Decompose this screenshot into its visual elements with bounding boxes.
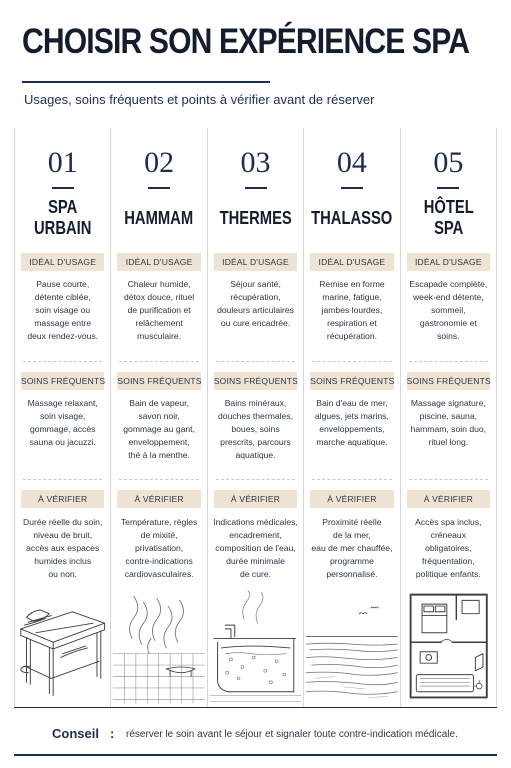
to-check-text: Durée réelle du soin, niveau de bruit, accès aux espaces humides inclus ou non. <box>23 517 103 579</box>
number-underline <box>148 187 170 189</box>
number-underline <box>437 187 459 189</box>
advice-footer <box>14 724 497 744</box>
to-check-label: À VÉRIFIER <box>21 490 104 508</box>
dashed-divider <box>216 479 295 480</box>
title-underline <box>22 81 270 83</box>
to-check-label: À VÉRIFIER <box>310 490 393 508</box>
ideal-usage-label: IDÉAL D'USAGE <box>214 253 297 271</box>
column-title: THERMES <box>219 207 292 228</box>
advice-label: Conseil <box>52 726 99 741</box>
ideal-usage-text: Séjour santé, récupération, douleurs articulaires ou cure encadrée. <box>217 279 294 328</box>
column-number: 03 <box>240 146 271 179</box>
number-underline <box>245 187 267 189</box>
to-check-label: À VÉRIFIER <box>117 490 200 508</box>
frequent-treatments-text: Bain d'eau de mer, algues, jets marins, enveloppements, marche aquatique. <box>314 398 389 447</box>
dashed-divider <box>312 479 391 480</box>
ideal-usage-text: Escapade complète, week-end détente, sommeil, gastronomie et soins. <box>409 279 488 341</box>
column-thalasso <box>303 128 399 707</box>
to-check-text: Proximité réelle de la mer, eau de mer chauffée, programme personnalisé. <box>311 517 393 579</box>
ideal-usage-label: IDÉAL D'USAGE <box>21 253 104 271</box>
column-title: HAMMAM <box>124 207 194 228</box>
ideal-usage-text: Pause courte, détente ciblée, soin visage ou massage entre deux rendez-vous. <box>27 279 99 341</box>
dashed-divider <box>409 479 488 480</box>
dashed-divider <box>119 479 198 480</box>
to-check-label: À VÉRIFIER <box>214 490 297 508</box>
column-number: 04 <box>336 146 367 179</box>
ideal-usage-text: Remise en forme marine, fatigue, jambes lourdes, respiration et récupération. <box>319 279 385 341</box>
footer-top-rule <box>14 707 497 708</box>
dashed-divider <box>409 361 488 362</box>
ideal-usage-label: IDÉAL D'USAGE <box>407 253 490 271</box>
dashed-divider <box>23 361 102 362</box>
frequent-treatments-label: SOINS FRÉQUENTS <box>407 372 490 390</box>
frequent-treatments-text: Massage relaxant, soin visage, gommage, accès sauna ou jacuzzi. <box>27 398 98 447</box>
column-title: SPA URBAIN <box>34 197 92 238</box>
footer-bottom-rule <box>14 754 497 756</box>
frequent-treatments-label: SOINS FRÉQUENTS <box>310 372 393 390</box>
column-hotel-spa <box>400 128 497 707</box>
dashed-divider <box>216 361 295 362</box>
column-thermes <box>207 128 303 707</box>
dashed-divider <box>119 361 198 362</box>
massage-table-illustration <box>17 588 108 706</box>
steam-room-illustration <box>113 588 204 706</box>
ideal-usage-label: IDÉAL D'USAGE <box>117 253 200 271</box>
to-check-text: Accès spa inclus, créneaux obligatoires, fréquentation, politique enfants. <box>415 517 482 579</box>
frequent-treatments-label: SOINS FRÉQUENTS <box>21 372 104 390</box>
frequent-treatments-label: SOINS FRÉQUENTS <box>214 372 297 390</box>
frequent-treatments-text: Massage signature, piscine, sauna, hammam, soin duo, rituel long. <box>410 398 487 447</box>
sea-shore-illustration <box>306 588 397 706</box>
spa-types-grid <box>14 128 497 707</box>
frequent-treatments-text: Bain de vapeur, savon noir, gommage au gant, enveloppement, thé à la menthe. <box>123 398 195 460</box>
column-title: HÔTEL SPA <box>423 197 474 238</box>
ideal-usage-label: IDÉAL D'USAGE <box>310 253 393 271</box>
column-number: 05 <box>433 146 464 179</box>
page-subtitle: Usages, soins fréquents et points à vérifier avant de réserver <box>24 92 375 107</box>
column-number: 02 <box>144 146 175 179</box>
advice-colon: : <box>110 726 115 741</box>
to-check-text: Indications médicales, encadrement, composition de l'eau, durée minimale de cure. <box>213 517 298 579</box>
to-check-label: À VÉRIFIER <box>407 490 490 508</box>
thermal-pool-illustration <box>210 588 301 706</box>
frequent-treatments-label: SOINS FRÉQUENTS <box>117 372 200 390</box>
dashed-divider <box>23 479 102 480</box>
page-title: CHOISIR SON EXPÉRIENCE SPA <box>22 22 470 61</box>
column-hammam <box>110 128 206 707</box>
column-spa-urbain <box>14 128 110 707</box>
ideal-usage-text: Chaleur humide, détox douce, rituel de purification et relâchement musculaire. <box>123 279 195 341</box>
number-underline <box>52 187 74 189</box>
frequent-treatments-text: Bains minéraux, douches thermales, boues, soins prescrits, parcours aquatique. <box>218 398 294 460</box>
to-check-text: Température, règles de mixité, privatisation, contre-indications cardiovasculaires. <box>120 517 198 579</box>
dashed-divider <box>312 361 391 362</box>
advice-text: réserver le soin avant le séjour et signaler toute contre-indication médicale. <box>126 729 458 740</box>
hotel-floor-plan-illustration <box>403 588 494 706</box>
number-underline <box>341 187 363 189</box>
column-number: 01 <box>47 146 78 179</box>
column-title: THALASSO <box>311 207 393 228</box>
